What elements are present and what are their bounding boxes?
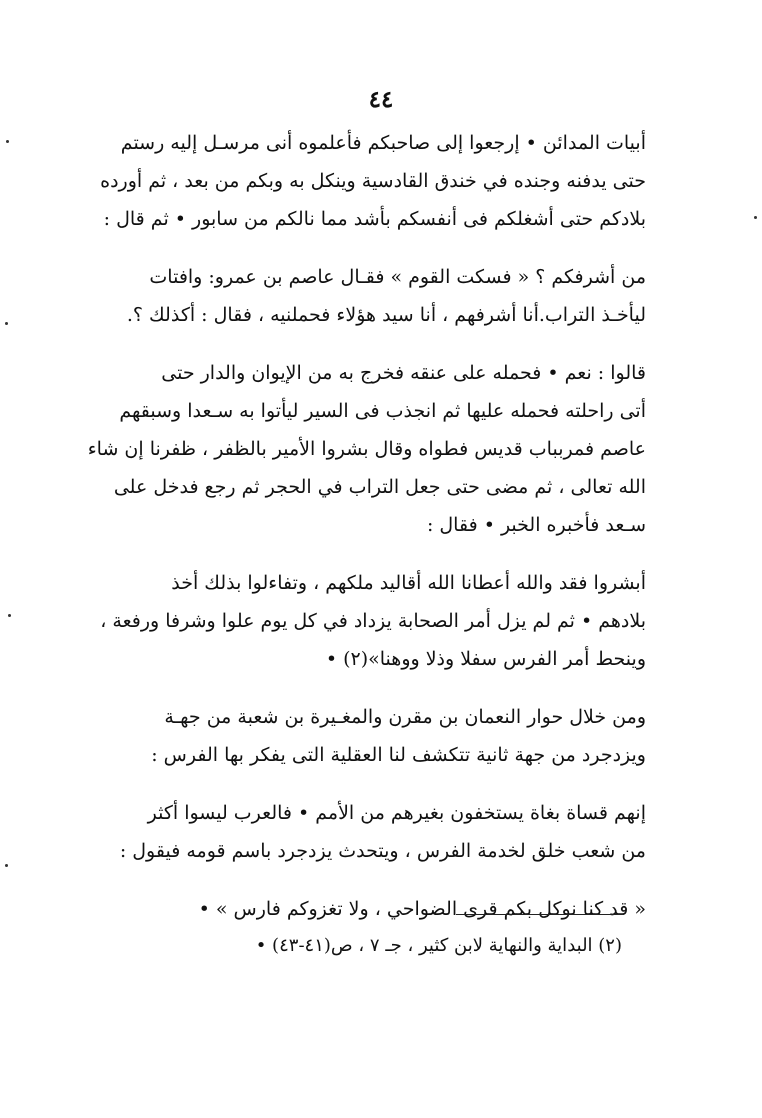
text-line: ليأخـذ التراب.أنا أشرفهم ، أنا سيد هؤلاء فحملنيه ، فقال : أكذلك ؟. xyxy=(126,304,646,326)
text-line: بلادهم • ثم لم يزل أمر الصحابة يزداد في كل يوم علوا وشرفا ورفعة ، xyxy=(100,610,646,632)
paragraph xyxy=(96,890,646,928)
text-line: بلادكم حتى أشغلكم فى أنفسكم بأشد مما نالكم من سابور • ثم قال : xyxy=(103,208,646,230)
paragraph xyxy=(96,794,646,870)
text-line: من أشرفكم ؟ « فسكت القوم » فقـال عاصم بن عمرو: وافتات xyxy=(149,266,646,288)
text-line: حتى يدفنه وجنده في خندق القادسية وينكل به وبكم من بعد ، ثم أورده xyxy=(100,170,646,192)
text-line: سـعد فأخبره الخبر • فقال : xyxy=(426,514,646,536)
text-line: « قد كنا نوكل بكم قرى الضواحي ، ولا تغزوكم فارس » • xyxy=(198,898,646,920)
margin-speck xyxy=(6,140,9,143)
text-line: أبشروا فقد والله أعطانا الله أقاليد ملكهم ، وتفاءلوا بذلك أخذ xyxy=(171,572,646,594)
margin-speck xyxy=(5,864,8,867)
paragraph xyxy=(96,124,646,238)
paragraph xyxy=(96,698,646,774)
text-line: ومن خلال حوار النعمان بن مقرن والمغـيرة بن شعبة من جهـة xyxy=(164,706,646,728)
paragraph xyxy=(87,354,646,544)
text-line: الله تعالى ، ثم مضى حتى جعل التراب في الحجر ثم رجع فدخل على xyxy=(113,476,646,498)
margin-speck xyxy=(8,614,11,617)
footnote: (٢) البداية والنهاية لابن كثير ، جـ ٧ ، ص(٤١-٤٣) • xyxy=(255,935,622,956)
text-line: إنهم قساة بغاة يستخفون بغيرهم من الأمم • فالعرب ليسوا أكثر xyxy=(147,802,646,824)
footnote-divider xyxy=(456,914,624,915)
paragraph xyxy=(96,258,646,334)
paragraph xyxy=(96,564,646,678)
text-line: قالوا : نعم • فحمله على عنقه فخرج به من الإيوان والدار حتى xyxy=(161,362,646,384)
text-line: ويزدجرد من جهة ثانية تتكشف لنا العقلية التى يفكر بها الفرس : xyxy=(151,744,646,766)
text-line: أبيات المدائن • إرجعوا إلى صاحبكم فأعلموه أنى مرسـل إليه رستم xyxy=(120,132,646,154)
text-line: أتى راحلته فحمله عليها ثم انجذب فى السير ليأتوا به سـعدا وسبقهم xyxy=(119,400,646,422)
body-text xyxy=(87,124,646,948)
text-line: وينحط أمر الفرس سفلا وذلا ووهنا»(٢) • xyxy=(325,648,646,670)
text-line: عاصم فمربباب قديس فطواه وقال بشروا الأمير بالظفر ، ظفرنا إن شاء xyxy=(87,438,646,460)
text-line: من شعب خلق لخدمة الفرس ، ويتحدث يزدجرد باسم قومه فيقول : xyxy=(119,840,646,862)
page-number: ٤٤ xyxy=(368,86,394,113)
margin-speck xyxy=(754,216,757,219)
margin-speck xyxy=(5,322,8,325)
